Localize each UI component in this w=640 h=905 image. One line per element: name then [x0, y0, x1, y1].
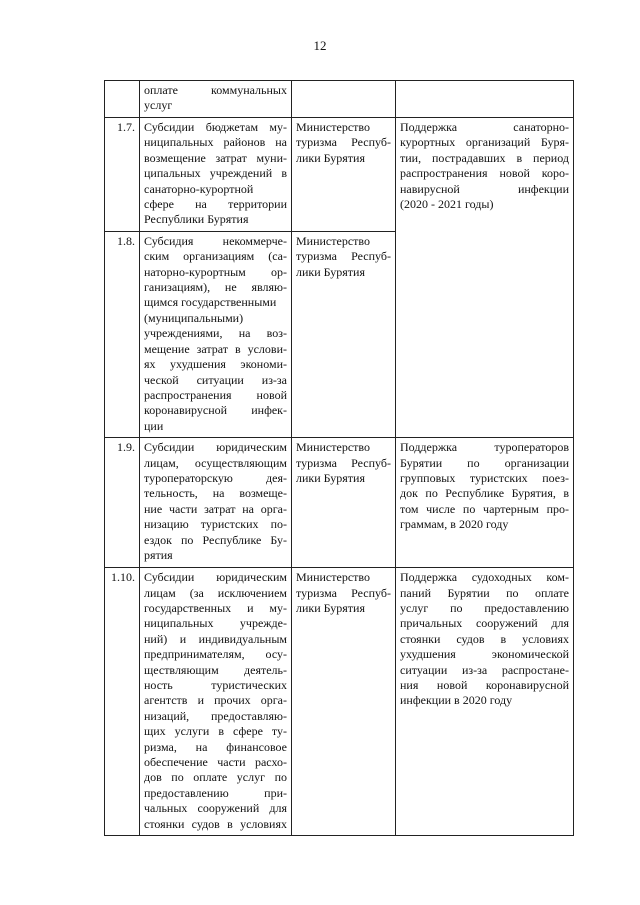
text-line: мещение затрат в услови-: [144, 341, 287, 356]
measure-name-cell: [140, 568, 292, 836]
text-line: Министерство: [296, 233, 370, 248]
text-line: ние части затрат на орга-: [144, 501, 287, 516]
text-line: ситуации из-за распростане-: [400, 662, 569, 677]
text-line: обеспечение части расхо-: [144, 755, 287, 769]
table-row: [105, 568, 574, 836]
text-line: туризма Респуб-: [296, 135, 391, 150]
text-line: ность туристических: [144, 677, 287, 692]
text-line: (2020 - 2021 годы): [400, 197, 494, 212]
text-line: Бурятии по организации: [400, 455, 569, 470]
text-line: ским организациям (са-: [144, 249, 287, 264]
text-line: лицам, осуществляющим: [144, 455, 287, 470]
text-line: (муниципальными): [144, 310, 244, 325]
text-line: курортных организаций Буря-: [400, 135, 569, 150]
table-row: [105, 438, 574, 568]
text-line: туризма Респуб-: [296, 249, 391, 264]
text-line: паний Бурятии по оплате: [400, 585, 569, 600]
row-number-cell: 1.9.: [105, 438, 140, 568]
text-line: оплате коммунальных: [144, 83, 287, 97]
text-line: Министерство: [296, 120, 370, 134]
row-number-cell: [105, 81, 140, 118]
text-line: Субсидия некоммерче-: [144, 233, 287, 248]
text-line: государственных и му-: [144, 600, 287, 615]
text-line: Поддержка судоходных ком-: [400, 570, 569, 585]
text-line: лики Бурятия: [296, 600, 365, 615]
text-line: предоставлению при-: [144, 785, 287, 800]
text-line: санаторно-курортной: [144, 181, 254, 196]
description-cell: [396, 438, 574, 568]
text-line: Министерство: [296, 440, 370, 455]
text-line: Министерство: [296, 570, 370, 585]
ministry-cell: [292, 568, 396, 836]
description-cell: [396, 568, 574, 836]
text-line: распространения новой: [144, 387, 287, 402]
text-line: низаций, предоставляю-: [144, 708, 287, 723]
text-line: услуг по предоставлению: [400, 600, 569, 615]
text-line: туризма Респуб-: [296, 585, 391, 600]
text-line: ниципальных учрежде-: [144, 616, 287, 631]
ministry-cell: [292, 231, 396, 437]
text-line: причальных сооружений для: [400, 616, 569, 631]
text-line: чальных сооружений для: [144, 801, 287, 816]
text-line: услуг: [144, 98, 173, 113]
text-line: сфере на территории: [144, 197, 287, 212]
text-line: док по Республике Бурятия, в: [400, 486, 569, 501]
text-line: распространения новой коро-: [400, 166, 569, 181]
table-row: [105, 118, 574, 232]
text-line: щимся государственными: [144, 295, 277, 310]
text-line: дов по оплате услуг по: [144, 770, 287, 785]
text-line: туризма Респуб-: [296, 455, 391, 470]
text-line: ганизациям), не являю-: [144, 280, 287, 295]
text-line: инфекции в 2020 году: [400, 693, 513, 708]
row-number-cell: 1.8.: [105, 231, 140, 437]
text-line: ездок по Республике Бу-: [144, 532, 287, 547]
ministry-cell: [292, 81, 396, 118]
description-cell: [396, 118, 574, 438]
table-row: [105, 81, 574, 118]
text-line: ях ухудшения экономи-: [144, 357, 287, 372]
text-line: агентств и прочих орга-: [144, 693, 287, 708]
measures-table: [104, 80, 574, 836]
text-line: тельность, на возмеще-: [144, 486, 287, 501]
text-line: лики Бурятия: [296, 150, 365, 165]
measure-name-cell: [140, 231, 292, 437]
text-line: учреждениями, на воз-: [144, 326, 287, 341]
text-line: туроператорскую дея-: [144, 470, 287, 485]
text-line: лицам (за исключением: [144, 585, 287, 600]
page-number: 12: [313, 38, 327, 53]
text-line: лики Бурятия: [296, 470, 365, 485]
measure-name-cell: [140, 438, 292, 568]
text-line: ции: [144, 418, 164, 433]
ministry-cell: [292, 438, 396, 568]
text-line: наторно-курортным ор-: [144, 264, 287, 279]
text-line: ний) и индивидуальным: [144, 631, 287, 646]
text-line: Субсидии юридическим: [144, 440, 287, 455]
text-line: предпринимателям, осу-: [144, 647, 287, 662]
text-line: групповых туристских поез-: [400, 470, 569, 485]
text-line: том числе по чартерным про-: [400, 501, 569, 516]
text-line: граммам, в 2020 году: [400, 517, 509, 532]
text-line: ухудшения экономической: [400, 647, 569, 662]
text-line: Субсидии юридическим: [144, 570, 287, 585]
row-number-cell: 1.10.: [105, 568, 140, 836]
text-line: Субсидии бюджетам му-: [144, 120, 287, 134]
text-line: ческой ситуации из-за: [144, 372, 287, 387]
text-line: Поддержка туроператоров: [400, 440, 569, 455]
text-line: низацию туристских по-: [144, 517, 287, 532]
text-line: ществляющим деятель-: [144, 662, 287, 677]
text-line: Республики Бурятия: [144, 212, 249, 227]
row-number-cell: 1.7.: [105, 118, 140, 232]
text-line: стоянки судов в условиях: [144, 816, 287, 831]
text-line: навирусной инфекции: [400, 181, 569, 196]
text-line: ниципальных районов на: [144, 135, 287, 150]
measure-name-cell: [140, 118, 292, 232]
text-line: ния новой коронавирусной: [400, 677, 569, 692]
measure-name-cell: [140, 81, 292, 118]
text-line: ризма, на финансовое: [144, 739, 287, 754]
text-line: ципальных учреждений в: [144, 166, 287, 181]
text-line: возмещение затрат муни-: [144, 150, 287, 165]
text-line: коронавирусной инфек-: [144, 403, 287, 418]
text-line: лики Бурятия: [296, 264, 365, 279]
ministry-cell: [292, 118, 396, 232]
text-line: стоянки судов в условиях: [400, 631, 569, 646]
text-line: тии, пострадавших в период: [400, 150, 569, 165]
text-line: щих услуги в сфере ту-: [144, 724, 287, 739]
text-line: рятия: [144, 547, 173, 562]
description-cell: [396, 81, 574, 118]
text-line: Поддержка санаторно-: [400, 120, 569, 134]
